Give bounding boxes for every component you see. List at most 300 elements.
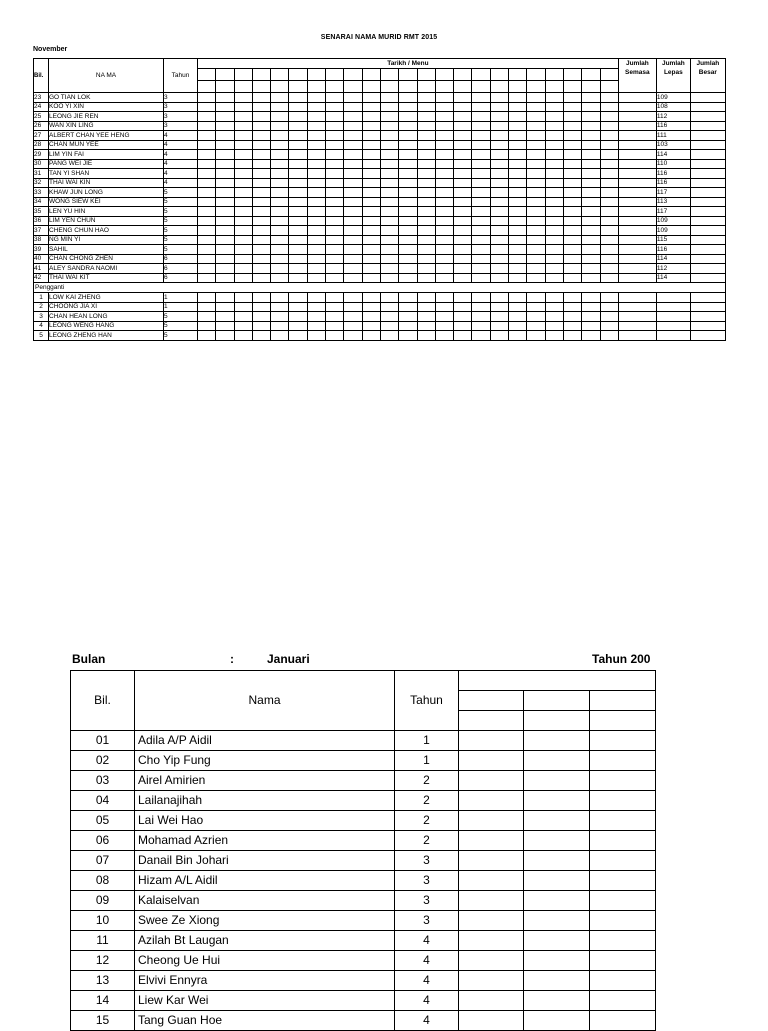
attendance-cell [524, 951, 590, 971]
row-nama: Cho Yip Fung [135, 751, 395, 771]
attendance-cell [590, 831, 656, 851]
row-jumlah-semasa [618, 159, 656, 169]
row-jumlah-semasa [618, 131, 656, 141]
attendance-cell [271, 293, 289, 303]
attendance-cell [509, 264, 527, 274]
attendance-cell [252, 93, 270, 103]
date-cell [524, 711, 590, 731]
attendance-cell [234, 131, 252, 141]
table-row [34, 302, 726, 312]
attendance-cell [380, 112, 398, 122]
menu-cell [435, 81, 453, 93]
attendance-cell [380, 293, 398, 303]
attendance-cell [344, 302, 362, 312]
row-tahun: 5 [164, 245, 198, 255]
attendance-cell [198, 273, 216, 283]
attendance-cell [344, 159, 362, 169]
attendance-cell [399, 226, 417, 236]
row-tahun: 4 [395, 931, 459, 951]
attendance-cell [454, 93, 472, 103]
row-jumlah-besar [690, 102, 725, 112]
row-nama: WONG SIEW KEI [49, 197, 164, 207]
attendance-cell [472, 273, 490, 283]
attendance-cell [600, 121, 618, 131]
attendance-cell [582, 188, 600, 198]
row-tahun: 1 [164, 302, 198, 312]
attendance-cell [454, 293, 472, 303]
attendance-cell [362, 273, 380, 283]
date-cell [590, 711, 656, 731]
attendance-cell [459, 731, 524, 751]
attendance-cell [545, 197, 563, 207]
attendance-cell [527, 302, 545, 312]
table-row [71, 911, 656, 931]
row-bil: 03 [71, 771, 135, 791]
col-header-nama: NA MA [49, 59, 164, 93]
attendance-table [70, 670, 656, 1031]
attendance-cell [216, 245, 234, 255]
attendance-cell [417, 321, 435, 331]
row-nama: THAI WAI KIN [49, 178, 164, 188]
attendance-cell [216, 331, 234, 341]
attendance-cell [307, 131, 325, 141]
attendance-cell [582, 178, 600, 188]
date-cell [509, 69, 527, 81]
attendance-cell [326, 293, 344, 303]
menu-cell [326, 81, 344, 93]
attendance-cell [344, 178, 362, 188]
row-nama: Lailanajihah [135, 791, 395, 811]
attendance-cell [234, 159, 252, 169]
attendance-cell [435, 121, 453, 131]
row-nama: Airel Amirien [135, 771, 395, 791]
attendance-cell [307, 197, 325, 207]
attendance-cell [289, 312, 307, 322]
attendance-cell [563, 207, 581, 217]
attendance-cell [459, 911, 524, 931]
menu-cell [289, 81, 307, 93]
attendance-cell [490, 235, 508, 245]
attendance-cell [524, 911, 590, 931]
table-row [71, 771, 656, 791]
row-bil: 41 [34, 264, 49, 274]
attendance-cell [435, 264, 453, 274]
attendance-cell [289, 331, 307, 341]
attendance-cell [582, 102, 600, 112]
attendance-cell [198, 121, 216, 131]
row-jumlah-besar [690, 273, 725, 283]
attendance-cell [271, 302, 289, 312]
attendance-cell [252, 216, 270, 226]
attendance-cell [252, 273, 270, 283]
row-bil: 27 [34, 131, 49, 141]
attendance-cell [380, 207, 398, 217]
attendance-cell [454, 140, 472, 150]
attendance-cell [509, 188, 527, 198]
attendance-cell [362, 197, 380, 207]
attendance-cell [563, 273, 581, 283]
date-cell [380, 69, 398, 81]
row-jumlah-besar [690, 169, 725, 179]
table-row [34, 254, 726, 264]
attendance-cell [198, 159, 216, 169]
attendance-cell [380, 245, 398, 255]
table-row [71, 871, 656, 891]
col-header-jumlah-besar: Jumlah [690, 59, 725, 69]
attendance-cell [459, 1011, 524, 1031]
attendance-cell [326, 169, 344, 179]
attendance-cell [271, 102, 289, 112]
attendance-cell [590, 751, 656, 771]
attendance-cell [582, 254, 600, 264]
attendance-cell [399, 312, 417, 322]
attendance-cell [326, 131, 344, 141]
attendance-cell [399, 216, 417, 226]
attendance-cell [490, 312, 508, 322]
attendance-cell [399, 102, 417, 112]
attendance-cell [271, 216, 289, 226]
attendance-cell [271, 121, 289, 131]
attendance-cell [600, 226, 618, 236]
attendance-cell [527, 112, 545, 122]
attendance-cell [216, 140, 234, 150]
row-jumlah-besar [690, 131, 725, 141]
row-jumlah-lepas [656, 312, 690, 322]
attendance-cell [435, 226, 453, 236]
row-jumlah-lepas: 116 [656, 121, 690, 131]
row-jumlah-lepas: 113 [656, 197, 690, 207]
attendance-cell [527, 207, 545, 217]
attendance-cell [234, 121, 252, 131]
attendance-cell [216, 302, 234, 312]
attendance-cell [472, 312, 490, 322]
attendance-cell [472, 131, 490, 141]
row-jumlah-lepas: 117 [656, 207, 690, 217]
attendance-cell [271, 312, 289, 322]
date-cell [435, 69, 453, 81]
row-tahun: 3 [164, 102, 198, 112]
row-jumlah-besar [690, 245, 725, 255]
row-tahun: 4 [164, 169, 198, 179]
row-tahun: 3 [395, 871, 459, 891]
attendance-cell [527, 121, 545, 131]
attendance-cell [362, 264, 380, 274]
section-label-pengganti: Pengganti [34, 283, 726, 293]
row-bil: 11 [71, 931, 135, 951]
row-jumlah-besar [690, 235, 725, 245]
attendance-cell [490, 121, 508, 131]
attendance-cell [490, 112, 508, 122]
attendance-cell [490, 302, 508, 312]
attendance-cell [362, 331, 380, 341]
attendance-cell [509, 121, 527, 131]
row-tahun: 3 [164, 93, 198, 103]
attendance-cell [362, 216, 380, 226]
attendance-cell [545, 169, 563, 179]
attendance-cell [527, 245, 545, 255]
attendance-cell [524, 771, 590, 791]
row-jumlah-besar [690, 312, 725, 322]
date-cell [344, 69, 362, 81]
attendance-cell [459, 871, 524, 891]
attendance-cell [472, 188, 490, 198]
attendance-cell [234, 226, 252, 236]
attendance-cell [216, 178, 234, 188]
attendance-cell [454, 188, 472, 198]
attendance-cell [326, 197, 344, 207]
attendance-cell [234, 188, 252, 198]
attendance-cell [435, 302, 453, 312]
attendance-cell [216, 207, 234, 217]
col-header-jumlah-besar-2: Besar [690, 69, 725, 93]
attendance-cell [590, 931, 656, 951]
bulan-label: Bulan [72, 652, 106, 666]
attendance-cell [600, 131, 618, 141]
attendance-cell [362, 140, 380, 150]
row-jumlah-lepas [656, 302, 690, 312]
attendance-cell [435, 293, 453, 303]
row-nama: LEONG WENG HANG [49, 321, 164, 331]
attendance-cell [234, 150, 252, 160]
attendance-cell [454, 245, 472, 255]
date-cell [307, 69, 325, 81]
attendance-cell [472, 302, 490, 312]
date-cell [545, 69, 563, 81]
menu-cell [527, 81, 545, 93]
attendance-cell [435, 254, 453, 264]
attendance-cell [289, 169, 307, 179]
row-bil: 3 [34, 312, 49, 322]
row-nama: CHAN MUN YEE [49, 140, 164, 150]
attendance-cell [344, 264, 362, 274]
attendance-cell [198, 293, 216, 303]
attendance-cell [417, 312, 435, 322]
attendance-cell [198, 264, 216, 274]
attendance-cell [454, 197, 472, 207]
attendance-cell [527, 131, 545, 141]
menu-cell [600, 81, 618, 93]
table-row [34, 169, 726, 179]
attendance-cell [344, 331, 362, 341]
attendance-cell [326, 302, 344, 312]
attendance-cell [582, 159, 600, 169]
attendance-cell [459, 891, 524, 911]
attendance-cell [289, 93, 307, 103]
attendance-cell [326, 254, 344, 264]
attendance-cell [307, 178, 325, 188]
attendance-cell [600, 140, 618, 150]
row-jumlah-besar [690, 302, 725, 312]
attendance-cell [509, 293, 527, 303]
attendance-cell [563, 121, 581, 131]
table-row [34, 235, 726, 245]
menu-cell [198, 81, 216, 93]
col-header-bil: Bil. [71, 671, 135, 731]
attendance-cell [490, 197, 508, 207]
menu-cell [582, 81, 600, 93]
attendance-cell [527, 235, 545, 245]
attendance-cell [435, 140, 453, 150]
attendance-cell [454, 254, 472, 264]
attendance-cell [509, 112, 527, 122]
row-nama: ALEY SANDRA NAOMI [49, 264, 164, 274]
row-jumlah-semasa [618, 331, 656, 341]
attendance-cell [399, 331, 417, 341]
attendance-cell [326, 178, 344, 188]
attendance-cell [582, 245, 600, 255]
attendance-cell [417, 302, 435, 312]
attendance-cell [198, 207, 216, 217]
attendance-cell [307, 216, 325, 226]
attendance-cell [527, 321, 545, 331]
attendance-cell [362, 293, 380, 303]
attendance-cell [472, 121, 490, 131]
attendance-cell [271, 169, 289, 179]
row-jumlah-lepas: 112 [656, 264, 690, 274]
attendance-cell [527, 254, 545, 264]
table-row [34, 102, 726, 112]
row-jumlah-semasa [618, 312, 656, 322]
attendance-cell [454, 102, 472, 112]
date-cell [271, 69, 289, 81]
attendance-cell [472, 197, 490, 207]
row-jumlah-besar [690, 178, 725, 188]
attendance-cell [472, 331, 490, 341]
attendance-cell [454, 226, 472, 236]
row-bil: 13 [71, 971, 135, 991]
attendance-cell [289, 216, 307, 226]
attendance-cell [344, 254, 362, 264]
attendance-cell [271, 235, 289, 245]
attendance-cell [417, 112, 435, 122]
attendance-cell [454, 150, 472, 160]
table-row [34, 112, 726, 122]
row-jumlah-semasa [618, 188, 656, 198]
attendance-cell [289, 264, 307, 274]
attendance-cell [271, 207, 289, 217]
attendance-cell [198, 140, 216, 150]
row-bil: 5 [34, 331, 49, 341]
row-tahun: 2 [395, 811, 459, 831]
row-nama: CHENG CHUN HAO [49, 226, 164, 236]
attendance-cell [198, 150, 216, 160]
attendance-cell [524, 871, 590, 891]
row-tahun: 5 [164, 235, 198, 245]
date-cell [198, 69, 216, 81]
attendance-cell [472, 102, 490, 112]
attendance-cell [252, 293, 270, 303]
attendance-cell [563, 169, 581, 179]
date-cell [454, 69, 472, 81]
attendance-cell [252, 150, 270, 160]
attendance-cell [545, 150, 563, 160]
attendance-cell [509, 102, 527, 112]
attendance-cell [490, 226, 508, 236]
attendance-cell [289, 293, 307, 303]
attendance-cell [289, 159, 307, 169]
row-jumlah-semasa [618, 216, 656, 226]
attendance-cell [344, 235, 362, 245]
attendance-cell [509, 140, 527, 150]
attendance-cell [216, 226, 234, 236]
attendance-cell [326, 273, 344, 283]
row-nama: LIM YEN CHUN [49, 216, 164, 226]
attendance-cell [527, 331, 545, 341]
menu-cell [545, 81, 563, 93]
attendance-cell [252, 188, 270, 198]
attendance-cell [527, 159, 545, 169]
date-cell [527, 69, 545, 81]
attendance-cell [198, 178, 216, 188]
attendance-cell [545, 140, 563, 150]
attendance-cell [582, 321, 600, 331]
attendance-cell [344, 226, 362, 236]
attendance-cell [545, 93, 563, 103]
attendance-cell [472, 140, 490, 150]
attendance-cell [563, 112, 581, 122]
row-nama: Adila A/P Aidil [135, 731, 395, 751]
date-cell [362, 69, 380, 81]
attendance-cell [252, 102, 270, 112]
attendance-cell [459, 851, 524, 871]
table-row [34, 293, 726, 303]
attendance-cell [307, 102, 325, 112]
table-row [71, 751, 656, 771]
tahun-label: Tahun 200 [592, 652, 651, 666]
menu-cell [454, 81, 472, 93]
attendance-cell [600, 312, 618, 322]
col-header-tarikh-menu: Tarikh / Menu [198, 59, 619, 69]
row-jumlah-besar [690, 93, 725, 103]
attendance-cell [362, 254, 380, 264]
attendance-cell [326, 150, 344, 160]
attendance-cell [509, 216, 527, 226]
row-jumlah-semasa [618, 197, 656, 207]
attendance-cell [454, 121, 472, 131]
attendance-cell [590, 871, 656, 891]
attendance-cell [289, 112, 307, 122]
attendance-cell [545, 112, 563, 122]
attendance-cell [289, 150, 307, 160]
attendance-cell [527, 150, 545, 160]
row-jumlah-semasa [618, 264, 656, 274]
attendance-cell [234, 321, 252, 331]
attendance-cell [582, 312, 600, 322]
date-cell [524, 691, 590, 711]
attendance-cell [216, 235, 234, 245]
table-row [71, 791, 656, 811]
row-tahun: 6 [164, 273, 198, 283]
attendance-cell [417, 169, 435, 179]
row-tahun: 4 [395, 991, 459, 1011]
attendance-cell [198, 169, 216, 179]
attendance-cell [307, 235, 325, 245]
attendance-cell [545, 216, 563, 226]
attendance-cell [527, 197, 545, 207]
attendance-cell [399, 207, 417, 217]
row-jumlah-besar [690, 321, 725, 331]
attendance-cell [399, 293, 417, 303]
attendance-cell [399, 131, 417, 141]
attendance-cell [472, 207, 490, 217]
row-bil: 2 [34, 302, 49, 312]
attendance-cell [307, 207, 325, 217]
attendance-cell [600, 235, 618, 245]
row-tahun: 4 [395, 971, 459, 991]
attendance-cell [380, 312, 398, 322]
attendance-cell [582, 293, 600, 303]
attendance-cell [490, 207, 508, 217]
